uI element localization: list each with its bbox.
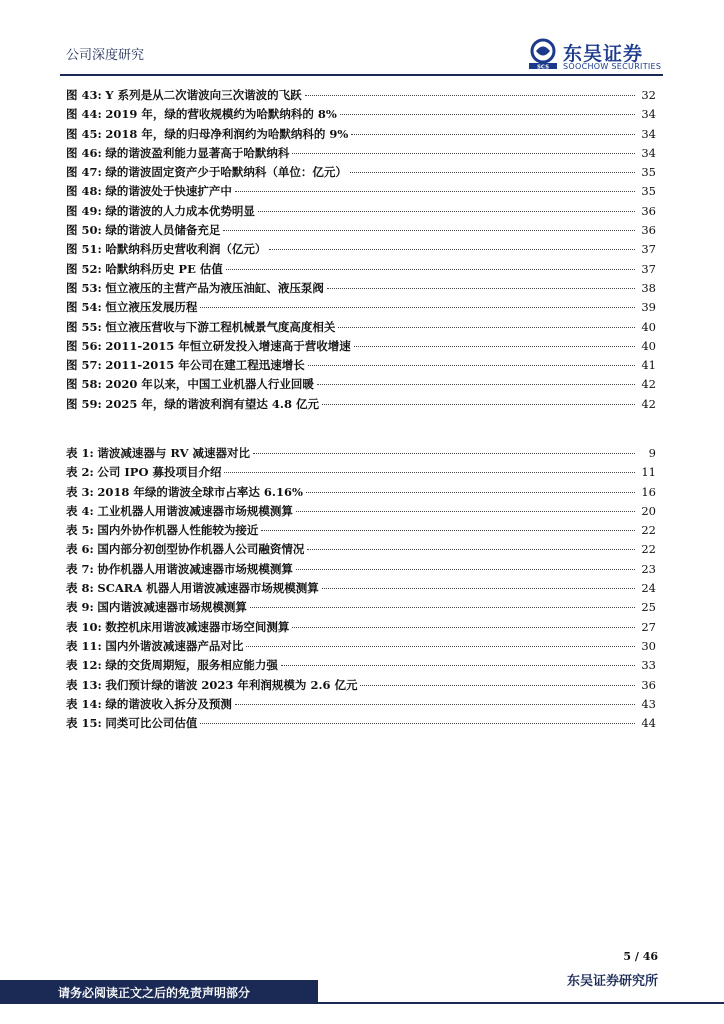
entry-title: SCARA 机器人用谐波减速器市场规模测算 [97, 581, 319, 596]
entry-title: Y 系列是从二次谐波向三次谐波的飞跃 [105, 88, 302, 102]
entry-title: 2025 年，绿的谐波利润有望达 4.8 亿元 [105, 396, 319, 411]
table-entry[interactable] [66, 540, 656, 559]
entry-page-number: 25 [641, 600, 656, 615]
entry-label: 表 4: [66, 503, 94, 518]
entry-label: 图 59: [66, 396, 102, 411]
entry-title: 国内外协作机器人性能较为接近 [97, 523, 259, 538]
dot-leader [308, 365, 635, 366]
dot-leader [296, 511, 635, 512]
dot-leader [292, 153, 635, 154]
dot-leader [327, 288, 635, 289]
entry-label: 表 5: [66, 523, 94, 538]
entry-page-number: 33 [641, 658, 656, 673]
header-divider [60, 74, 663, 76]
entry-page-number: 35 [641, 165, 656, 180]
table-entry[interactable] [66, 598, 656, 617]
entry-page-number: 16 [641, 484, 656, 499]
entry-page-number: 24 [641, 581, 656, 596]
dot-leader [235, 704, 635, 705]
entry-label: 图 49: [66, 203, 102, 218]
soochow-logo-icon [527, 38, 559, 70]
entry-label: 表 7: [66, 561, 94, 576]
entry-page-number: 36 [641, 677, 656, 692]
entry-page-number: 43 [641, 696, 656, 711]
dot-leader [306, 492, 635, 493]
figure-entry[interactable] [66, 298, 656, 317]
entry-page-number: 44 [641, 716, 656, 731]
dot-leader [235, 191, 635, 192]
entry-page-number: 40 [641, 338, 656, 353]
dot-leader [305, 95, 635, 96]
company-logo [527, 38, 677, 72]
entry-label: 图 44: [66, 107, 102, 122]
entry-title: 协作机器人用谐波减速器市场规模测算 [97, 561, 293, 576]
table-entry[interactable] [66, 483, 656, 502]
entry-page-number: 35 [641, 184, 656, 199]
figure-entry[interactable] [66, 395, 656, 414]
entry-page-number: 30 [641, 638, 656, 653]
entry-page-number: 34 [641, 107, 656, 122]
entry-title: 哈默纳科历史营收利润（亿元） [105, 242, 267, 257]
entry-page-number: 27 [641, 619, 656, 634]
dot-leader [340, 114, 635, 115]
table-entry[interactable] [66, 637, 656, 656]
table-entry[interactable] [66, 618, 656, 637]
figure-entry[interactable] [66, 202, 656, 221]
logo-english-name: SOOCHOW SECURITIES [563, 62, 662, 71]
entry-label: 表 12: [66, 658, 102, 673]
entry-label: 表 15: [66, 716, 102, 731]
entry-title: 恒立液压的主营产品为液压油缸、液压泵阀 [105, 280, 324, 295]
entry-label: 图 45: [66, 126, 102, 141]
entry-page-number: 38 [641, 280, 656, 295]
entry-label: 表 2: [66, 465, 94, 480]
table-entry[interactable] [66, 502, 656, 521]
dot-leader [292, 627, 635, 628]
entry-title: 绿的谐波处于快速扩产中 [105, 184, 232, 199]
entry-page-number: 34 [641, 126, 656, 141]
table-entry[interactable] [66, 560, 656, 579]
entry-page-number: 37 [641, 242, 656, 257]
entry-label: 图 43: [66, 88, 102, 102]
dot-leader [224, 472, 635, 473]
entry-page-number: 11 [641, 465, 656, 480]
entry-label: 表 13: [66, 677, 102, 692]
entry-label: 图 55: [66, 319, 102, 334]
entry-title: 绿的谐波人员储备充足 [105, 223, 221, 238]
entry-title: 2018 年，绿的归母净利润约为哈默纳科的 9% [105, 126, 349, 141]
entry-page-number: 20 [641, 503, 656, 518]
page-number: 5 / 46 [623, 950, 658, 963]
entry-page-number: 34 [641, 145, 656, 160]
entry-label: 表 3: [66, 484, 94, 499]
entry-page-number: 36 [641, 223, 656, 238]
entry-title: 绿的谐波收入拆分及预测 [105, 696, 232, 711]
entry-label: 图 57: [66, 358, 102, 373]
entry-title: 数控机床用谐波减速器市场空间测算 [105, 619, 290, 634]
figure-list [66, 86, 656, 414]
entry-label: 表 14: [66, 696, 102, 711]
figure-entry[interactable] [66, 182, 656, 201]
entry-label: 图 58: [66, 377, 102, 392]
entry-label: 图 47: [66, 165, 102, 180]
entry-title: 公司 IPO 募投项目介绍 [97, 465, 222, 480]
dot-leader [322, 404, 635, 405]
dot-leader [338, 327, 635, 328]
figure-entry[interactable] [66, 375, 656, 394]
entry-title: 我们预计绿的谐波 2023 年利润规模为 2.6 亿元 [105, 677, 358, 692]
entry-title: 2019 年，绿的营收规模约为哈默纳科的 8% [105, 107, 337, 122]
figure-entry[interactable] [66, 105, 656, 124]
figure-entry[interactable] [66, 240, 656, 259]
entry-page-number: 9 [648, 446, 656, 460]
entry-title: 绿的谐波盈利能力显著高于哈默纳科 [105, 145, 290, 160]
entry-title: 绿的谐波的人力成本优势明显 [105, 203, 255, 218]
entry-label: 图 46: [66, 145, 102, 160]
dot-leader [223, 230, 635, 231]
entry-label: 表 6: [66, 542, 94, 557]
entry-page-number: 22 [641, 523, 656, 538]
dot-leader [258, 211, 635, 212]
entry-label: 表 10: [66, 619, 102, 634]
figure-entry[interactable] [66, 86, 656, 105]
entry-title: 2011-2015 年公司在建工程迅速增长 [105, 358, 305, 373]
entry-page-number: 42 [641, 396, 656, 411]
entry-page-number: 32 [641, 88, 656, 102]
table-entry[interactable] [66, 714, 656, 733]
dot-leader [360, 685, 635, 686]
dot-leader [351, 134, 635, 135]
figure-entry[interactable] [66, 221, 656, 240]
dot-leader [322, 588, 635, 589]
table-entry[interactable] [66, 521, 656, 540]
entry-label: 图 56: [66, 338, 102, 353]
dot-leader [296, 569, 635, 570]
table-entry[interactable] [66, 444, 656, 463]
figure-entry[interactable] [66, 144, 656, 163]
dot-leader [261, 530, 635, 531]
entry-title: 2011-2015 年恒立研发投入增速高于营收增速 [105, 338, 351, 353]
report-type-label: 公司深度研究 [66, 48, 145, 63]
entry-title: 2018 年绿的谐波全球市占率达 6.16% [97, 484, 303, 499]
dot-leader [226, 269, 635, 270]
entry-page-number: 36 [641, 203, 656, 218]
entry-label: 图 51: [66, 242, 102, 257]
entry-label: 表 9: [66, 600, 94, 615]
figure-entry[interactable] [66, 260, 656, 279]
entry-title: 绿的谐波固定资产少于哈默纳科（单位：亿元） [105, 165, 347, 180]
dot-leader [200, 307, 635, 308]
table-entry[interactable] [66, 676, 656, 695]
entry-page-number: 37 [641, 261, 656, 276]
entry-title: 谐波减速器与 RV 减速器对比 [97, 446, 250, 460]
entry-title: 哈默纳科历史 PE 估值 [105, 261, 223, 276]
entry-title: 国内外谐波减速器产品对比 [105, 638, 244, 653]
dot-leader [354, 346, 635, 347]
dot-leader [281, 665, 635, 666]
figure-entry[interactable] [66, 337, 656, 356]
entry-page-number: 40 [641, 319, 656, 334]
entry-label: 图 48: [66, 184, 102, 199]
figure-entry[interactable] [66, 125, 656, 144]
entry-label: 图 54: [66, 300, 102, 315]
footer-divider [318, 1002, 724, 1004]
entry-label: 图 52: [66, 261, 102, 276]
figure-entry[interactable] [66, 163, 656, 182]
entry-page-number: 41 [641, 358, 656, 373]
entry-title: 绿的交货周期短，服务相应能力强 [105, 658, 278, 673]
entry-label: 表 1: [66, 446, 94, 460]
dot-leader [350, 172, 635, 173]
table-list [66, 444, 656, 733]
dot-leader [253, 453, 635, 454]
entry-label: 图 50: [66, 223, 102, 238]
figure-entry[interactable] [66, 279, 656, 298]
entry-title: 2020 年以来，中国工业机器人行业回暖 [105, 377, 314, 392]
figure-entry[interactable] [66, 318, 656, 337]
entry-title: 恒立液压营收与下游工程机械景气度高度相关 [105, 319, 336, 334]
table-entry[interactable] [66, 656, 656, 675]
dot-leader [200, 723, 635, 724]
entry-label: 表 8: [66, 581, 94, 596]
entry-title: 恒立液压发展历程 [105, 300, 198, 315]
dot-leader [307, 549, 635, 550]
entry-title: 国内谐波减速器市场规模测算 [97, 600, 247, 615]
table-entry[interactable] [66, 579, 656, 598]
entry-label: 图 53: [66, 280, 102, 295]
entry-page-number: 39 [641, 300, 656, 315]
dot-leader [317, 384, 635, 385]
entry-title: 国内部分初创型协作机器人公司融资情况 [97, 542, 305, 557]
entry-title: 同类可比公司估值 [105, 716, 198, 731]
entry-title: 工业机器人用谐波减速器市场规模测算 [97, 503, 293, 518]
footer-company: 东吴证券研究所 [566, 974, 658, 989]
figure-entry[interactable] [66, 356, 656, 375]
entry-page-number: 42 [641, 377, 656, 392]
svg-text:SCS: SCS [536, 64, 550, 70]
entry-page-number: 22 [641, 542, 656, 557]
dot-leader [246, 646, 635, 647]
table-entry[interactable] [66, 463, 656, 482]
dot-leader [250, 607, 635, 608]
page-header [0, 0, 724, 80]
entry-page-number: 23 [641, 561, 656, 576]
table-entry[interactable] [66, 695, 656, 714]
footer-disclaimer: 请务必阅读正文之后的免责声明部分 [58, 986, 251, 1000]
dot-leader [269, 249, 635, 250]
logo-chinese-name: 东吴证券 [563, 43, 644, 65]
entry-label: 表 11: [66, 638, 102, 653]
